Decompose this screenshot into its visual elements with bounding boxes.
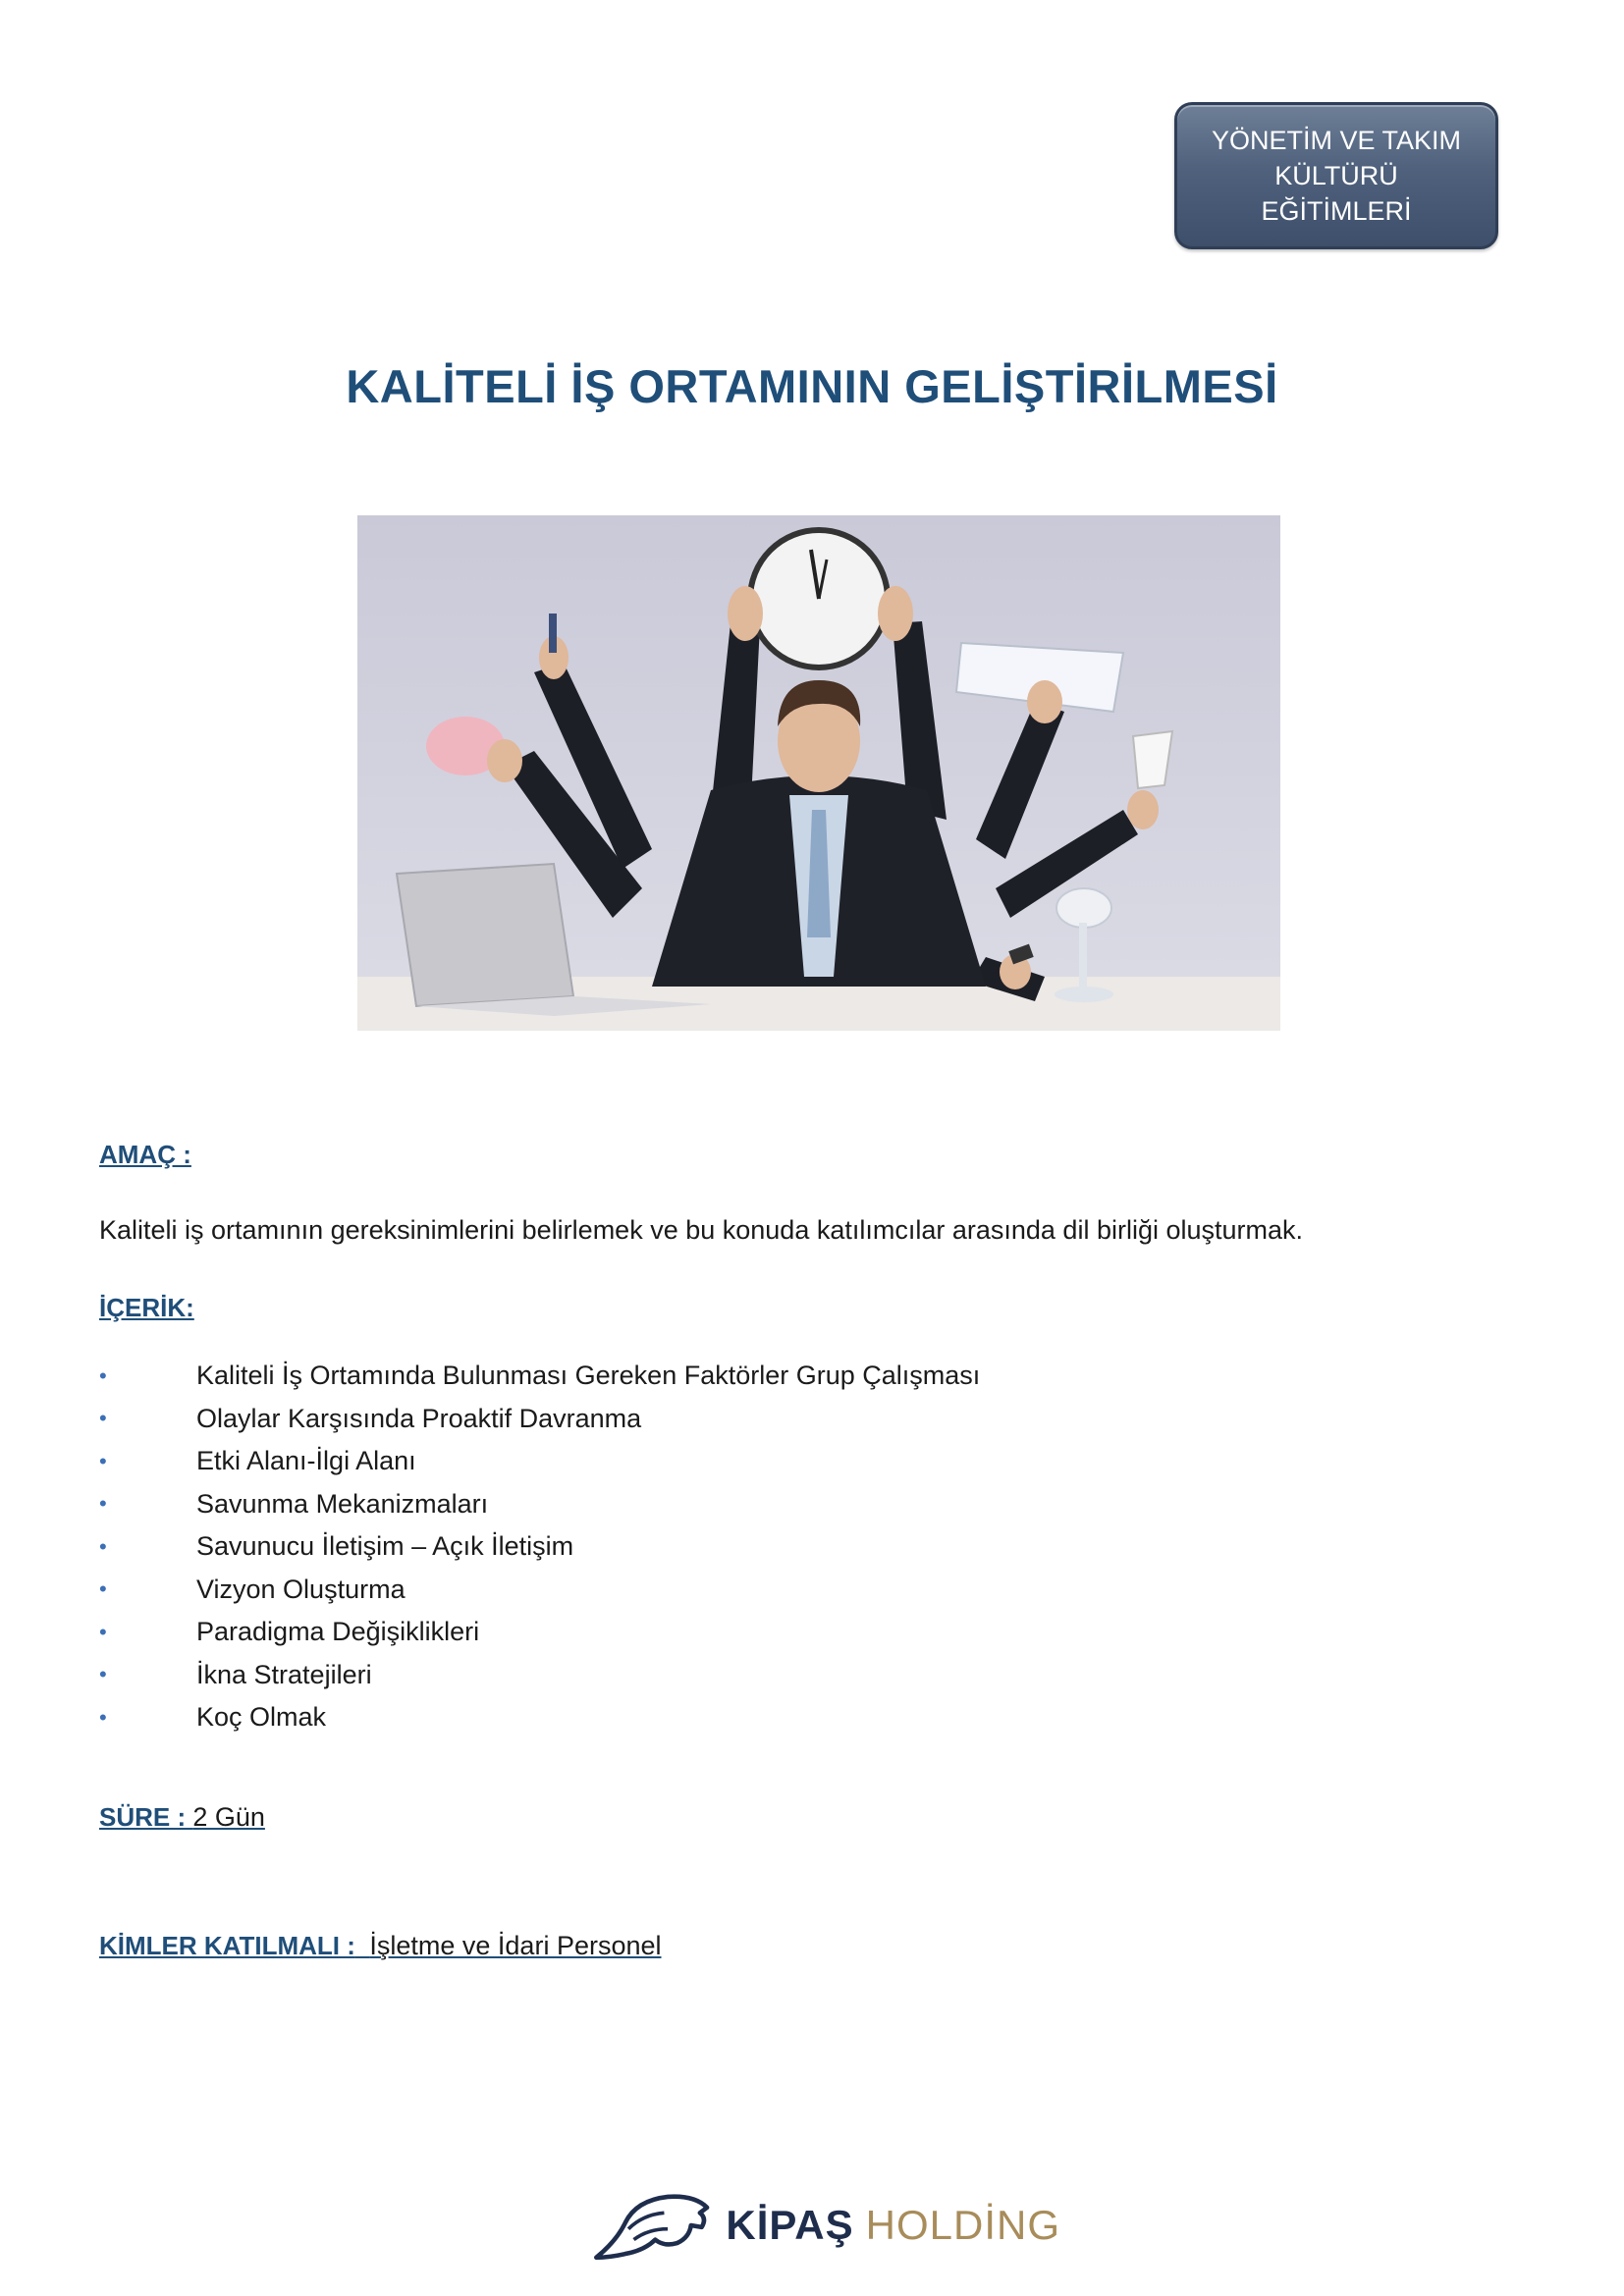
icerik-heading: İÇERİK: <box>99 1293 194 1322</box>
amac-text: Kaliteli iş ortamının gereksinimlerini belirlemek ve bu konuda katılımcılar arasında dil birliği oluşturmak. <box>99 1215 1304 1245</box>
bullet-marker: • <box>99 1619 107 1644</box>
list-item-text: Savunucu İletişim – Açık İletişim <box>196 1531 574 1562</box>
kimler-value: İşletme ve İdari Personel <box>369 1931 662 1960</box>
list-item <box>99 1611 980 1654</box>
list-item <box>99 1696 980 1739</box>
bullet-marker: • <box>99 1406 107 1431</box>
badge-line-3: EĞİTİMLERİ <box>1261 196 1412 226</box>
list-item <box>99 1525 980 1569</box>
kipas-holding-logo <box>589 2181 1060 2269</box>
multitasking-businessman-photo <box>357 515 1280 1031</box>
list-item-text: Savunma Mekanizmaları <box>196 1488 489 1519</box>
list-item <box>99 1440 980 1483</box>
badge-line-1: YÖNETİM VE TAKIM <box>1211 126 1462 155</box>
list-item <box>99 1398 980 1441</box>
list-item <box>99 1569 980 1612</box>
bullet-marker: • <box>99 1704 107 1730</box>
lion-head-icon <box>589 2184 714 2268</box>
bullet-marker: • <box>99 1491 107 1517</box>
category-badge <box>1174 102 1498 249</box>
logo-brand: KİPAŞ <box>726 2202 854 2248</box>
bullet-marker: • <box>99 1533 107 1559</box>
sure-heading: SÜRE : <box>99 1802 193 1832</box>
sure-value: 2 Gün <box>192 1802 265 1832</box>
list-item <box>99 1654 980 1697</box>
list-item <box>99 1355 980 1398</box>
kimler-heading: KİMLER KATILMALI : <box>99 1931 355 1960</box>
bullet-marker: • <box>99 1362 107 1388</box>
page-title: KALİTELİ İŞ ORTAMININ GELİŞTİRİLMESİ <box>346 360 1278 412</box>
list-item-text: Olaylar Karşısında Proaktif Davranma <box>196 1403 642 1433</box>
list-item <box>99 1483 980 1526</box>
kimler-row <box>99 1931 662 1961</box>
list-item-text: Koç Olmak <box>196 1702 327 1733</box>
list-item-text: Vizyon Oluşturma <box>196 1574 406 1604</box>
logo-holding-text: HOLDİNG <box>865 2202 1060 2248</box>
list-item-text: Paradigma Değişiklikleri <box>196 1617 480 1647</box>
badge-line-2: KÜLTÜRÜ <box>1274 161 1398 190</box>
list-item-text: İkna Stratejileri <box>196 1659 372 1689</box>
bullet-marker: • <box>99 1448 107 1473</box>
bullet-marker: • <box>99 1662 107 1687</box>
icerik-list <box>99 1355 980 1739</box>
list-item-text: Kaliteli İş Ortamında Bulunması Gereken Faktörler Grup Çalışması <box>196 1361 981 1391</box>
sure-row <box>99 1802 265 1833</box>
amac-heading: AMAÇ : <box>99 1140 191 1169</box>
list-item-text: Etki Alanı-İlgi Alanı <box>196 1446 416 1476</box>
bullet-marker: • <box>99 1576 107 1602</box>
